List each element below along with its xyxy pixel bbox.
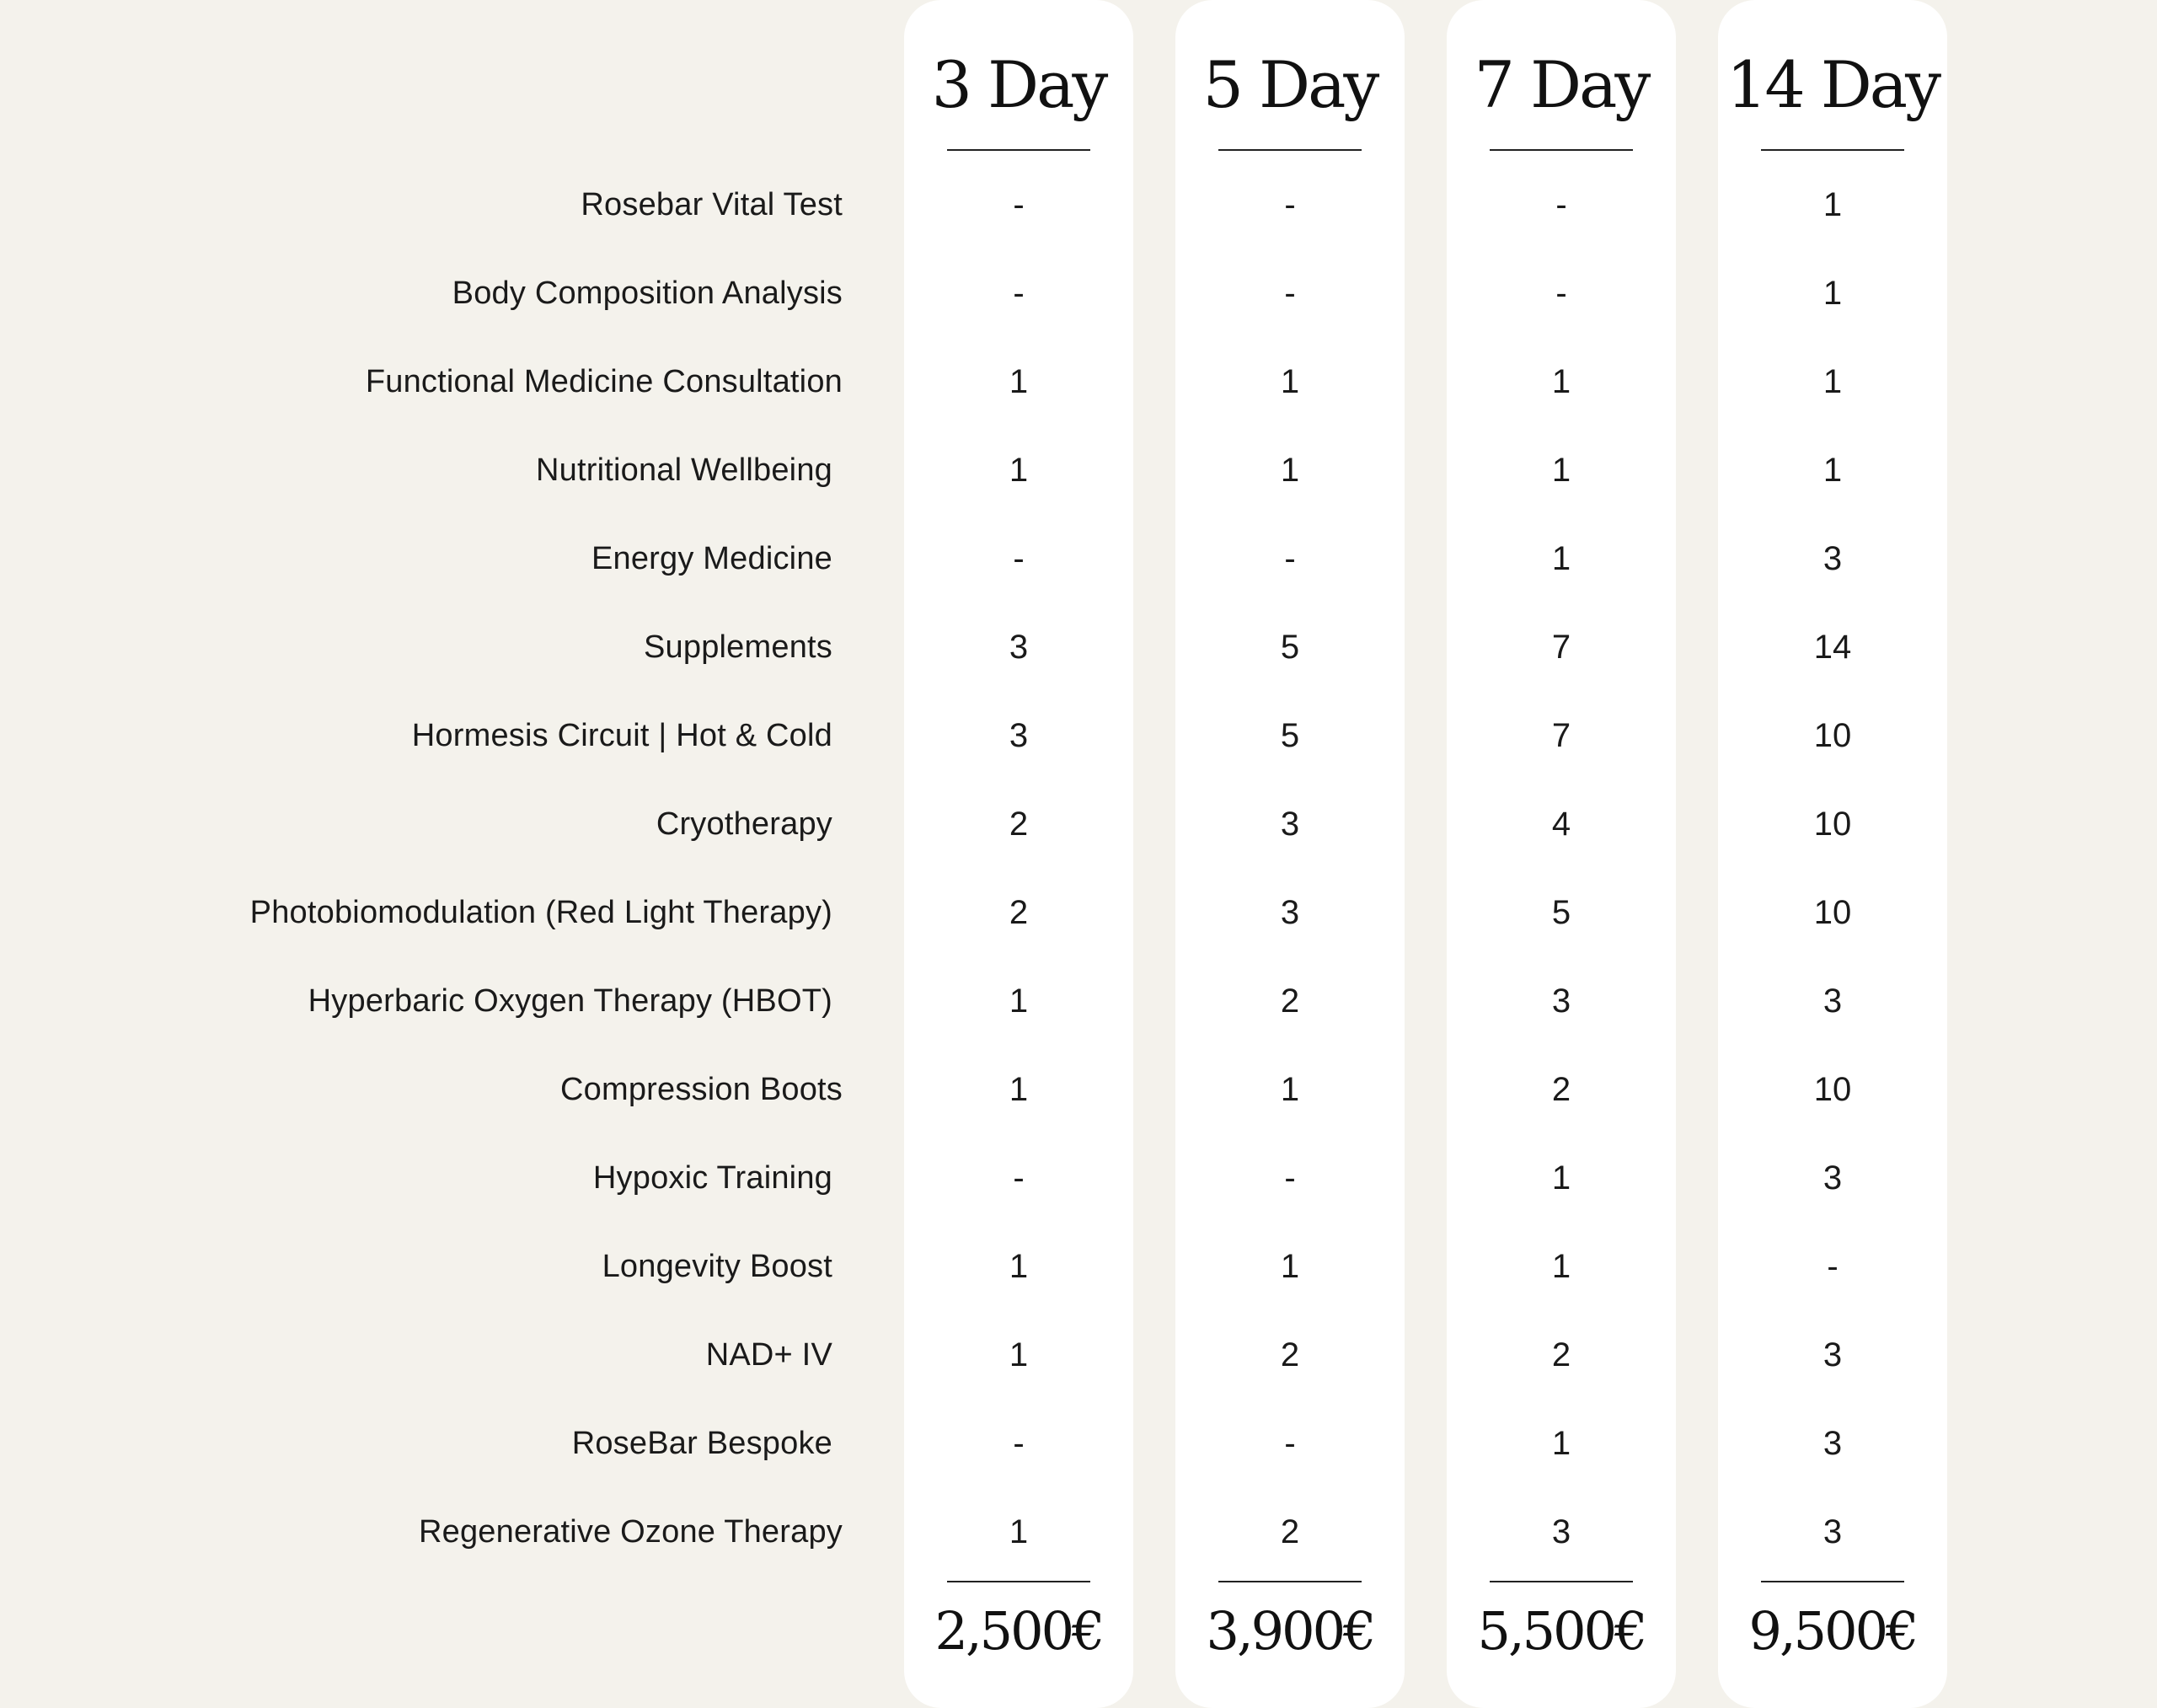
plan-column-14-day <box>1718 0 1947 1708</box>
plan-cell: - <box>1284 275 1296 312</box>
plan-cell: 7 <box>1551 717 1571 754</box>
row-label-nad-iv: NAD+ IV <box>705 1337 832 1373</box>
plan-cell: 3 <box>1822 1159 1843 1197</box>
plan-cell: - <box>1555 186 1567 223</box>
plan-cell: 3 <box>1822 1425 1843 1462</box>
plan-cell: 1 <box>1009 363 1029 400</box>
plan-cell: 2 <box>1009 806 1029 843</box>
divider <box>1218 149 1362 151</box>
plan-cell: 3 <box>1551 1513 1571 1550</box>
plan-column-3-day <box>904 0 1133 1708</box>
plan-cell: 3 <box>1009 629 1029 666</box>
row-label-longevity-boost: Longevity Boost <box>602 1249 832 1284</box>
row-label-photobiomodulation: Photobiomodulation (Red Light Therapy) <box>249 895 832 930</box>
plan-cell: 2 <box>1551 1336 1571 1373</box>
plan-cell: 3 <box>1009 717 1029 754</box>
plan-cell: 10 <box>1813 894 1852 931</box>
plan-cell: 1 <box>1551 1425 1571 1462</box>
plan-column-5-day <box>1175 0 1405 1708</box>
divider <box>1761 149 1904 151</box>
plan-cell: 1 <box>1280 1071 1300 1108</box>
row-label-hypoxic-training: Hypoxic Training <box>592 1160 832 1196</box>
row-label-regenerative-ozone-therapy: Regenerative Ozone Therapy <box>418 1514 843 1550</box>
plan-cell: 1 <box>1551 1248 1571 1285</box>
plan-title: 14 Day <box>1726 47 1940 122</box>
plan-cell: - <box>1284 540 1296 577</box>
plan-cell: 1 <box>1009 1248 1029 1285</box>
divider <box>1218 1581 1362 1582</box>
plan-cell: 1 <box>1551 452 1571 489</box>
plan-price: 5,500€ <box>1477 1600 1646 1662</box>
plan-cell: 1 <box>1009 1071 1029 1108</box>
row-label-hbot: Hyperbaric Oxygen Therapy (HBOT) <box>308 983 832 1019</box>
plan-cell: 3 <box>1822 1336 1843 1373</box>
plan-cell: 2 <box>1009 894 1029 931</box>
plan-cell: 4 <box>1551 806 1571 843</box>
divider <box>1761 1581 1904 1582</box>
plan-price: 2,500€ <box>934 1600 1103 1662</box>
plan-cell: 2 <box>1280 983 1300 1020</box>
plan-cell: 3 <box>1280 806 1300 843</box>
plan-cell: 5 <box>1551 894 1571 931</box>
row-label-rosebar-bespoke: RoseBar Bespoke <box>571 1426 832 1461</box>
divider <box>1490 1581 1633 1582</box>
plan-cell: 1 <box>1551 1159 1571 1197</box>
plan-cell: 1 <box>1009 1513 1029 1550</box>
plan-cell: - <box>1013 1159 1025 1197</box>
treatment-labels <box>0 0 843 1708</box>
row-label-supplements: Supplements <box>643 629 832 665</box>
plan-cell: 1 <box>1009 983 1029 1020</box>
plan-cell: 10 <box>1813 806 1852 843</box>
plan-cell: 1 <box>1551 363 1571 400</box>
plan-cell: - <box>1284 1159 1296 1197</box>
plan-cell: 1 <box>1280 452 1300 489</box>
plan-cell: 1 <box>1009 452 1029 489</box>
plan-price: 9,500€ <box>1748 1600 1917 1662</box>
plan-cell: 14 <box>1813 629 1852 666</box>
row-label-rosebar-vital-test: Rosebar Vital Test <box>581 187 843 222</box>
plan-cell: - <box>1013 1425 1025 1462</box>
divider <box>947 1581 1090 1582</box>
plan-cell: 2 <box>1551 1071 1571 1108</box>
plan-title: 5 Day <box>1202 47 1378 122</box>
plan-cell: 5 <box>1280 629 1300 666</box>
plan-cell: - <box>1827 1248 1839 1285</box>
row-label-nutritional-wellbeing: Nutritional Wellbeing <box>535 452 832 488</box>
plan-title: 7 Day <box>1474 47 1649 122</box>
plan-cell: - <box>1013 540 1025 577</box>
plan-cell: 3 <box>1822 540 1843 577</box>
plan-cell: - <box>1013 275 1025 312</box>
plan-cell: - <box>1284 186 1296 223</box>
plan-cell: 1 <box>1822 186 1843 223</box>
plan-cell: 3 <box>1822 983 1843 1020</box>
row-label-cryotherapy: Cryotherapy <box>656 806 832 842</box>
plan-cell: 7 <box>1551 629 1571 666</box>
plan-cell: 3 <box>1551 983 1571 1020</box>
plan-cell: 10 <box>1813 717 1852 754</box>
plan-column-7-day <box>1447 0 1676 1708</box>
row-label-body-composition-analysis: Body Composition Analysis <box>452 276 843 311</box>
plan-cell: 1 <box>1280 1248 1300 1285</box>
plan-cell: 2 <box>1280 1336 1300 1373</box>
plan-cell: 2 <box>1280 1513 1300 1550</box>
plan-title: 3 Day <box>931 47 1106 122</box>
row-label-energy-medicine: Energy Medicine <box>591 541 832 576</box>
plan-price: 3,900€ <box>1206 1600 1374 1662</box>
plan-cell: 1 <box>1822 275 1843 312</box>
plan-cell: 10 <box>1813 1071 1852 1108</box>
divider <box>1490 149 1633 151</box>
plan-cell: - <box>1555 275 1567 312</box>
plan-cell: 1 <box>1822 452 1843 489</box>
plan-cell: 1 <box>1009 1336 1029 1373</box>
plan-cell: 1 <box>1551 540 1571 577</box>
divider <box>947 149 1090 151</box>
plan-cell: 3 <box>1280 894 1300 931</box>
row-label-compression-boots: Compression Boots <box>560 1072 843 1107</box>
plan-cell: 1 <box>1280 363 1300 400</box>
plan-cell: - <box>1013 186 1025 223</box>
plan-cell: 3 <box>1822 1513 1843 1550</box>
plan-cell: - <box>1284 1425 1296 1462</box>
row-label-functional-medicine-consultation: Functional Medicine Consultation <box>365 364 843 399</box>
plan-cell: 5 <box>1280 717 1300 754</box>
plan-cell: 1 <box>1822 363 1843 400</box>
row-label-hormesis-circuit: Hormesis Circuit | Hot & Cold <box>411 718 832 753</box>
